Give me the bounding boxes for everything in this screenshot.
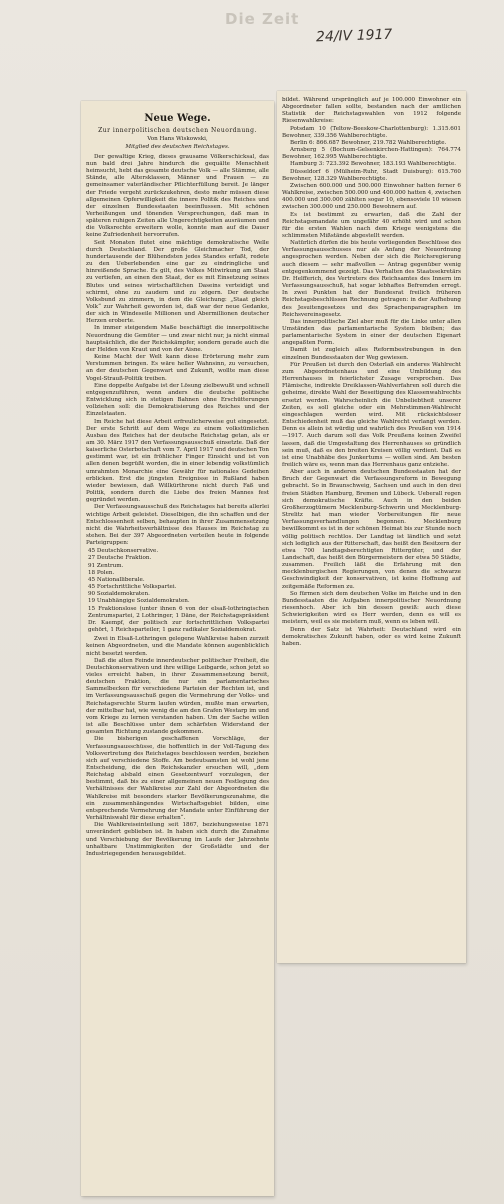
list-item: 90 Sozialdemokraten. xyxy=(88,591,150,598)
paragraph: Seit Monaten flutet eine mächtige demokratische Welle durch Deutschland. Der große Gleichmacher Tod, der hundertausende der Blühendsten jedes Standes erfaßt, redete zu den Ueberlebenden eine gar zu eindringliche und hinreißende Sprache. Es gilt, des Volkes Mitwirkung am Staat zu vertiefen, an einen den Staat, der es mit Einsetzung seines Blutes und seines wirtschaftlichen Daseins verteidigt und schirmt, ohne zu zaudern und zu zögern. Der deutsche Volksbund zu zimmern, in dem die Gleichung: „Staat gleich Volk“ zur Wahrheit geworden ist, daß war der neue Gedanke, der sich in Windeseile Millionen und Abermillionen deutscher Herzen eroberte. xyxy=(86,239,269,325)
paragraph: Natürlich dürfen die bis heute vorliegenden Beschlüsse des Verfassungsausschusses nur als Anfang der Neuordnung angesprochen werden. Neben der sich die Reichsregierung auch diesem — sehr maßvollen — Antrag gegenüber wenig entgegenkommend gezeigt. Das Verhalten des Staatssekretärs Dr. Helfferich, des Vertreters des Reichsamtes des Innern im Verfassungsausschuß, hat sogar lebhaftes Befremden erregt. In zwei Punkten hat der Bundesrat freilich früheren Reichstagsbeschlüssen Rechnung getragen: in der Aufhebung des Jesuitengesetzes und des Sprachenparagraphen im Reichsvereinsgesetz. xyxy=(282,240,461,318)
paragraph: Im Reiche hat diese Arbeit erfreulicherweise gut eingesetzt. Der erste Schritt auf dem Wege zu einem volkstümlichen Ausbau des Reiches hat der deutsche Reichstag getan, als er am 30. März 1917 den Verfassungsausschuß einsetzte. Daß der kaiserliche Osterbotschaft vom 7. April 1917 und deutschen Ton gestimmt war, ist ein fröhlicher Finger Einsicht und ist von allen denen begrüßt worden, die in einer lebendig volkstümlich umrahmten Monarchie eine Gewähr für nationales Gedeihen erblicken. Erst die jüngsten Ereignisse in Rußland haben wieder bewiesen, daß Willkürthrone nicht durch Faß und Politik, sondern durch die Liebe des freien Mannes fest gegründet werden. xyxy=(86,418,269,504)
party-list xyxy=(86,548,269,634)
paragraph: Der gewaltige Krieg, dieses grausame Völkerschicksal, das nun bald drei Jahre hindurch die gequälte Menschheit heimsucht, hebt das gesamte deutsche Volk — alle Stämme, alle Stände, alle Altersklassen, Männer und Frauen — zu gemeinsamer vaterländischer Pflichterfüllung bereit. Je länger der Friede vergeht zurückzukehren, desto mehr müssen diese allgemeinen Opferwilligkeit die innere Politik des Reiches und der einzelnen Bundesstaaten beeinflussen. Mit schönen Verheißungen und tönenden Versprechungen, daß man in späteren ruhigen Zeiten alle Ungerechtigkeiten ausräumen und die Volksrechte erweitern wolle, konnte man auf die Dauer keine Zufriedenheit hervorrufen. xyxy=(86,153,269,239)
article-author-role: Mitglied des deutschen Reichstages. xyxy=(125,143,230,150)
district-entry: Düsseldorf 6 (Mülheim-Ruhr, Stadt Duisburg): 615.760 Bewohner, 128.329 Wahlberechtigte. xyxy=(282,168,461,182)
newspaper-mark: Die Zeit xyxy=(225,10,300,28)
article-right-column xyxy=(282,97,461,959)
district-entry: Hamburg 3: 723.392 Bewohner, 183.193 Wahlberechtigte. xyxy=(290,161,457,168)
paragraph: Für Preußen ist durch den Osterlaß ein anderes Wahlrecht zum Abgeordnetenhaus und eine Umbildung des Herrenhauses in feierlichster Zusage versprochen. Das Flämische, indirekte Dreiklassen-Wahlverfahren soll durch die geheime, direkte Wahl der Beseitigung des Klassenwahlrechts ersetzt werden. Wahrscheinlich die Unbeliebtheit unserer Zeiten, es soll gleiche oder ein Mehrstimmen-Wahlrecht eingeschlagen werden wird. Mit rücksichtsloser Entschiedenheit muß das gleiche Wahlrecht verlangt werden. Denn es allein ist würdig und wahrlich des Preußen von 1914—1917. Auch darum soll das Volk Preußens keinen Zweifel lassen, daß die Umgestaltung des Herrenhauses so gründlich sein muß, daß es den breiten Kreisen völlig verdient. Daß es ist eine Unabhäbe des Junkertums — wollen sind. Am besten freilich wäre es, wenn man das Herrenhaus ganz entziehe. xyxy=(282,361,461,468)
paragraph: bildet. Während ursprünglich auf je 100.000 Einwohner ein Abgeordneter fallen sollte, bestanden nach der amtlichen Statistik der Reichstagswahlen von 1912 folgende Riesenwahlkreise: xyxy=(282,97,461,125)
district-entry: Arnsberg 5 (Bochum-Gelsenkirchen-Hattingen): 764.774 Bewohner, 162.995 Wahlberechtigte. xyxy=(282,147,461,161)
paragraph: Der Verfassungsausschuß des Reichstages hat bereits allerlei wichtige Arbeit geleistet. Dieselbigen, die ihn schaffen und der Entschlossenheit selben, behaupten in ihrer Zusammensetzung nicht die Wahrheitsverhältnisse des Hauses im Reichstag zu stehen. Bei der 397 Abgeordneten verteilen heute in folgende Parteigruppen: xyxy=(86,504,269,547)
paragraph: Aber auch in anderen deutschen Bundesstaaten hat der Bruch der Gegenwart die Verfassungsreform in Bewegung gebracht. So in Braunschweig, Sachsen und auch in den drei freien Städten Hamburg, Bremen und Lübeck. Ueberall regen sich demokratische Kräfte. Auch in den beiden Großherzogtümern Mecklenburg-Schwerin und Mecklenburg-Strelitz hat man wieder Vorbereitungen für neue Verfassungsverhandlungen begonnen. Mecklenburg bewillkommt es ist in der schönen Heimat bis zur Stunde noch völlig politisch rechtlos. Der Landtag ist ländlich und setzt sich lediglich aus der Ritterschaft, das heißt den Besitzern der etwa 700 landtagsberechtigten Rittergüter, und der Landschaft, das heißt den Bürgermeistern der etwa 50 Städte, zusammen. Freilich läßt die Erfahrung mit den mecklenburgischen Regierungen, von denen die schwarze Geschwindigkeit der konservativen, ist keine Hoffnung auf zeitgemäße Reformen zu. xyxy=(282,469,461,590)
district-entry: Potsdam 10 (Teltow-Beeskow-Charlottenburg): 1.315.601 Bewohner, 339.356 Wahlberechtigte. xyxy=(282,125,461,139)
paragraph: Daß die alten Feinde innerdeutscher politischer Freiheit, die Deutschkonservativen und ihre willige Leibgarde, schon jetzt so vieles erreicht haben, in ihrer Zusammensetzung bereit, deutschen Fraktion, die nur ein parlamentarisches Sammelbecken für verschiedene Parteien der Rechten ist, und im Verfassungsausschuß gegen die Vermehrung der Volks- und Reichstagsrechte Sturm laufen würden, mußte man erwarten, der mittelbar hat, wie wenig die am den Grafen Westarp im und vom Kriege zu lernen verstanden haben. Um der Sache willen ist alle Beschlüsse unter dem schärfsten Widerstand der gesamten Richtung zustande gekommen. xyxy=(86,657,269,736)
list-item: 18 Polen. xyxy=(88,569,115,576)
paragraph: Denn der Satz ist Wahrheit: Deutschland wird ein demokratisches Zukunft haben, oder es wird keine Zukunft haben. xyxy=(282,626,461,647)
list-item: 27 Deutsche Fraktion. xyxy=(88,555,152,562)
handwritten-date: 24/IV 1917 xyxy=(315,26,393,46)
article-author: Von Hans Wiskowski, xyxy=(147,136,208,143)
paragraph: Damit ist zugleich alles Reformbestrebungen in den einzelnen Bundesstaaten der Weg gewiesen. xyxy=(282,347,461,361)
paragraph: So fürmen sich dem deutschen Volke im Reiche und in den Bundesstaaten die Aufgaben innerpolitischer Neuordnung riesenhoch. Aber ich bin dessen gewiß: auch diese Schwierigkeiten wird es Herr werden, denn es will es meistern, weil es sie meistern muß, wenn es leben will. xyxy=(282,590,461,626)
list-item: 15 Fraktionslose (unter ihnen 6 von der elsaß-lothringischen Zentrumspartei, 2 Lothringer, 1 Däne, der Reichstagspräsident Dr. Kaempf, der politisch zur fortschrittlichen Volkspartei gehört, 1 Reichsparteiler, 1 ganz radikaler Sozialdemokrat. xyxy=(88,605,269,634)
article-title: Neue Wege. xyxy=(144,113,211,124)
list-item: 91 Zentrum. xyxy=(88,562,124,569)
article-left-column xyxy=(86,108,269,1192)
paragraph: Keine Macht der Welt kann diese Erörterung mehr zum Verstummen bringen. Es wäre heller Wahnsinn, zu versuchen, an der deutschen Gegenwart und Zukunft, wollte man diese Vogel-Strauß-Politik treiben. xyxy=(86,354,269,382)
paragraph: Die bisherigen geschaffenen Vorschläge, der Verfassungsausschüsse, die hoffentlich in der Voll-Tagung des Volksvertretung des Reichstages beschlossen werden, beziehen sich auf verschiedene Stoffe. Am bedeutsamsten ist wohl jene Entscheidung, die den Reichskanzler ersuchen will, „dem Reichstag alsbald einen Gesetzentwurf vorzulegen, der bestimmt, daß bis zu einer allgemeinen neuen Festlegung des Verhältnisses der Wahlkreise zur Zahl der Abgeordneten die Wahlkreise mit besonders starker Bevölkerungszunahme, die ein zusammenhängendes Wirtschaftsgebiet bilden, eine entsprechende Vermehrung der Mandate unter Einführung der Verhältniswahl für diese erhalten“. xyxy=(86,736,269,822)
paragraph: In immer steigendem Maße beschäftigt die innerpolitische Neuordnung die Gemüter — und zwar nicht nur, ja nicht einmal hauptsächlich, die der Reichskämpfer, sondern gerade auch die der Helden von Kraut und von der Aisne. xyxy=(86,325,269,353)
list-item: 45 Nationalliberale. xyxy=(88,576,145,583)
paragraph: Eine doppelte Aufgabe ist der Lösung zielbewußt und schnell entgegenzuführen, wenn anders die deutsche politische Entwicklung sich in stetigen Bahnen ohne Erschütterungen vollziehen soll: die Demokratisierung des Reiches und der Einzelstaaten. xyxy=(86,382,269,418)
paragraph: Das innerpolitische Ziel aber muß für die Linke unter allen Umständen das parlamentarische System bleiben; das parlamentarische System in einer der deutschen Eigenart angepaßten Form. xyxy=(282,318,461,347)
paragraph: Zwei in Elsaß-Lothringen gelegene Wahlkreise haben zurzeit keinen Abgeordneten, und die Mandate können augenblicklich nicht besetzt werden. xyxy=(86,636,269,657)
paragraph: Es ist bestimmt zu erwarten, daß die Zahl der Reichstagsmandate um ungefähr 40 erhöht wird und schon für die ersten Wahlen nach dem Kriege wenigstens die schlimmsten Mißstände abgestellt werden. xyxy=(282,211,461,239)
article-subtitle: Zur innerpolitischen deutschen Neuordnung. xyxy=(98,127,257,134)
list-item: 45 Deutschkonservative. xyxy=(88,548,159,555)
list-item: 19 Unabhängige Sozialdemokraten. xyxy=(88,598,190,605)
paragraph: Zwischen 600.000 und 500.000 Einwohner hatten ferner 6 Wahlkreise, zwischen 500.000 und 400.000 hatten 4, zwischen 400.000 und 300.000 zählten sogar 10, ebensoviele 10 wiesen zwischen 300.000 und 250.000 Bewohnern auf. xyxy=(282,182,461,211)
paragraph: Die Wahlkreiseinteilung seit 1867, beziehungsweise 1871 unverändert geblieben ist. In haben sich durch die Zunahme und Verschiebung der Bevölkerung im Laufe der Jahrzehnte unhaltbare Unstimmigkeiten der Großstädte und der Industriegegenden herausgebildet. xyxy=(86,822,269,857)
district-entry: Berlin 6: 866.687 Bewohner, 219.782 Wahlberechtigte. xyxy=(290,139,447,146)
list-item: 45 Fortschrittliche Volkspartei. xyxy=(88,584,177,591)
